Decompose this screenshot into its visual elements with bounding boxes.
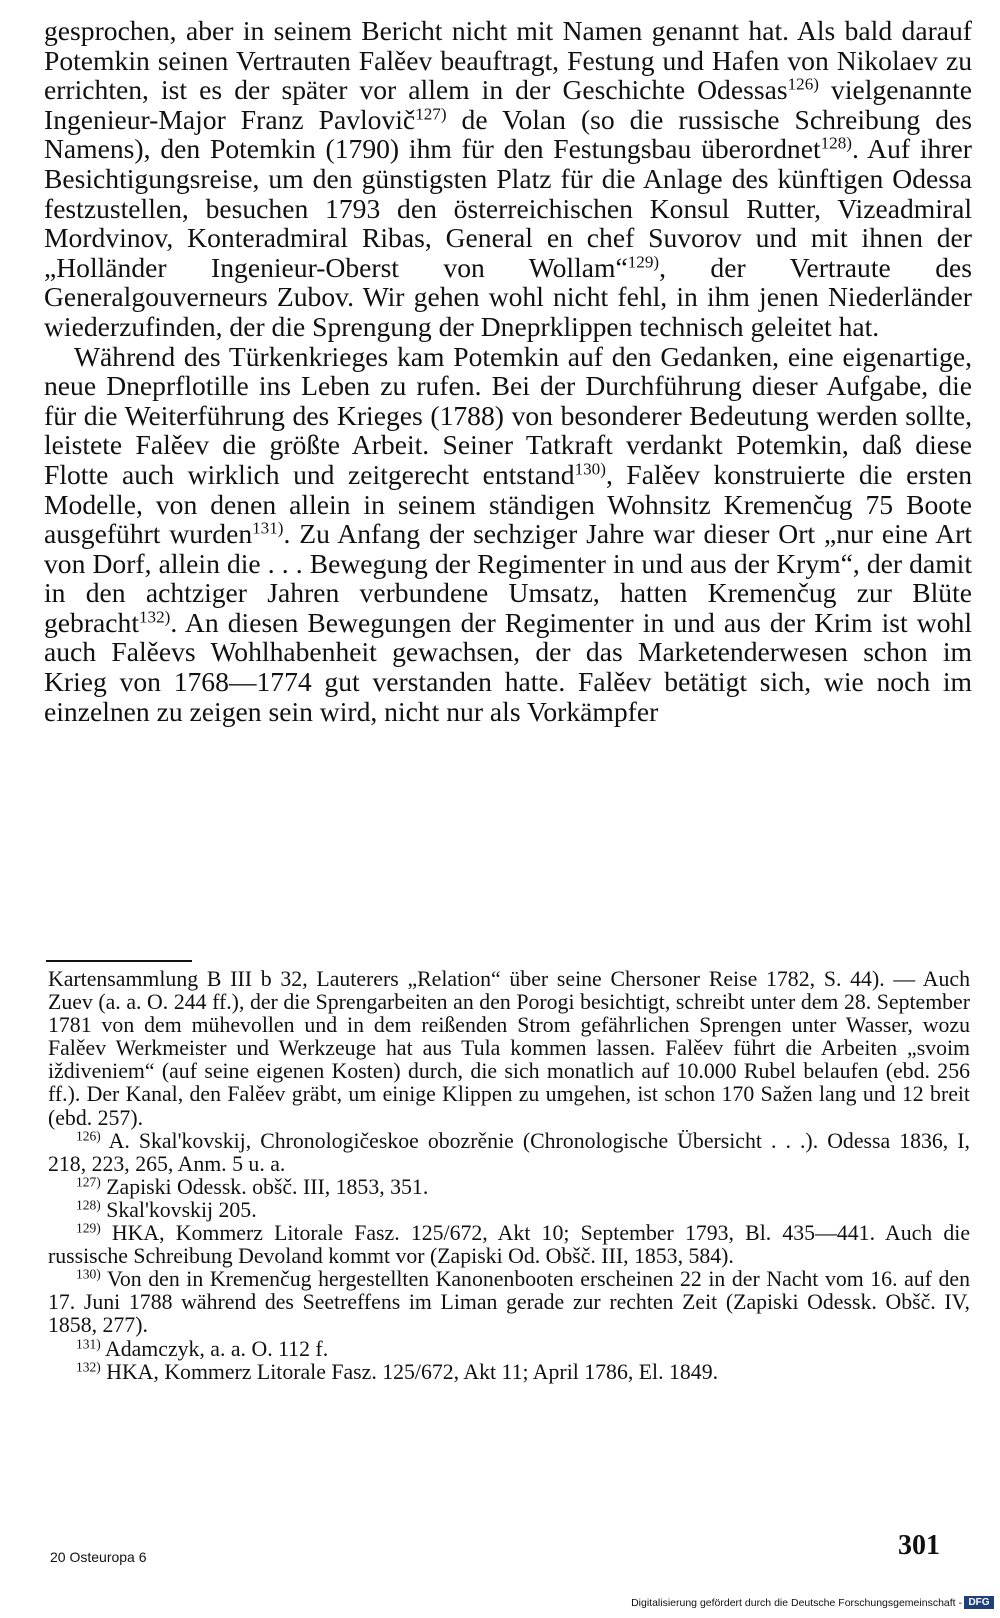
- paragraph: [44, 342, 972, 727]
- footnote-text: HKA, Kommerz Litorale Fasz. 125/672, Akt 10; September 1793, Bl. 435—441. Auch die russische Schreibung Devoland kommt vor (Zapiski Od. Obšč. III, 1853, 584).: [48, 1221, 970, 1269]
- footnotes: [48, 968, 970, 1384]
- dfg-logo: DFG: [964, 1596, 994, 1609]
- printer-signature: 20 Osteuropa 6: [50, 1549, 147, 1565]
- footnote: [48, 1338, 970, 1361]
- digitization-credit: Digitalisierung gefördert durch die Deutsche Forschungsgemeinschaft -: [631, 1597, 962, 1609]
- text-run: Während des Türkenkrieges kam Potemkin auf den Gedanken, eine eigenartige, neue Dneprflotille ins Leben zu rufen. Bei der Durchführung dieser Aufgabe, die für die Weiterführung des Krieges (1788) von besonderer Bedeutung werden sollte, leistete Falěev die größte Arbeit. Seiner Tatkraft verdankt Potemkin, daß diese Flotte auch wirklich und zeitgerecht entstand: [44, 340, 972, 490]
- footnote-ref[interactable]: 126): [787, 74, 819, 94]
- footnote: [48, 1361, 970, 1384]
- text-run: , der Vertraute des Generalgouverneurs Zubov. Wir gehen wohl nicht fehl, in ihm jenen Niederländer wiederzufinden, der die Sprengung der Dneprklippen technisch geleitet hat.: [44, 251, 972, 342]
- page-number: 301: [898, 1530, 940, 1561]
- footnote-ref[interactable]: 132): [139, 607, 171, 627]
- text-run: . Auf ihrer Besichtigungsreise, um den günstigsten Platz für die Anlage des künftigen Odessa festzustellen, besuchen 1793 den österreichischen Konsul Rutter, Vizeadmiral Mordvinov, Konteradmiral Ribas, General en chef Suvorov und mit ihnen der „Holländer Ingenieur-Oberst von Wollam“: [44, 133, 972, 283]
- footnote-mark: 130): [76, 1266, 101, 1282]
- footnote: [48, 1222, 970, 1268]
- footnote-divider: [46, 960, 192, 962]
- text-run: vielgenannte Ingenieur-Major Franz Pavlovič: [44, 74, 972, 135]
- footnote-text: Adamczyk, a. a. O. 112 f.: [100, 1336, 329, 1361]
- footnote-text: Zapiski Odessk. obšč. III, 1853, 351.: [100, 1174, 429, 1199]
- footnote: [48, 1199, 970, 1222]
- footnote-mark: 127): [76, 1174, 101, 1190]
- footnote: [48, 1176, 970, 1199]
- footnote-mark: 129): [76, 1220, 101, 1236]
- footnote-continuation: Kartensammlung B III b 32, Lauterers „Relation“ über seine Chersoner Reise 1782, S. 44). — Auch Zuev (a. a. O. 244 ff.), der die Sprengarbeiten an den Porogi besichtigt, schreibt unter dem 28. September 1781 von dem mühevollen und in dem reißenden Strom gefährlichen Sprengen unter Wasser, wozu Falěev Werkmeister und Werkzeuge hat aus Tula kommen lassen. Falěev führt die Arbeiten „svoim iždiveniem“ (auf seine eigenen Kosten) durch, die sich monatlich auf 10.000 Rubel belaufen (ebd. 256 ff.). Der Kanal, den Falěev gräbt, um einige Klippen zu umgehen, ist schon 170 Sažen lang und 12 breit (ebd. 257).: [48, 967, 970, 1130]
- footnote-ref[interactable]: 131): [252, 518, 284, 538]
- footnote-text: Skal'kovskij 205.: [100, 1197, 257, 1222]
- text-run: gesprochen, aber in seinem Bericht nicht mit Namen genannt hat. Als bald darauf Potemkin seinen Vertrauten Falěev beauftragt, Festung und Hafen von Nikolaev zu errichten, ist es der später vor allem in der Geschichte Odessas: [44, 15, 972, 106]
- text-run: , Falěev konstruierte die ersten Modelle, von denen allein in seinem ständigen Wohnsitz Kremenčug 75 Boote ausgeführt wurden: [44, 458, 972, 550]
- footnote-text: A. Skal'kovskij, Chronologičeskoe obozrěnie (Chronologische Übersicht . . .). Odessa 1836, I, 218, 223, 265, Anm. 5 u. a.: [48, 1128, 970, 1176]
- footnote-mark: 126): [76, 1128, 101, 1144]
- footnote-ref[interactable]: 130): [574, 459, 606, 479]
- footnote-ref[interactable]: 127): [415, 104, 447, 124]
- footnote: [48, 1268, 970, 1337]
- text-run: de Volan (so die russische Schreibung des Namens), den Potemkin (1790) ihm für den Festungsbau überordnet: [44, 103, 972, 165]
- footnote: [48, 1130, 970, 1176]
- footnote-mark: 128): [76, 1197, 101, 1213]
- footnote-text: HKA, Kommerz Litorale Fasz. 125/672, Akt 11; April 1786, El. 1849.: [100, 1359, 719, 1384]
- footnote-mark: 132): [76, 1359, 101, 1375]
- footnote-text: Von den in Kremenčug hergestellten Kanonenbooten erscheinen 22 in der Nacht vom 16. auf den 17. Juni 1788 während des Seetreffens im Liman gerade zur rechten Zeit (Zapiski Odessk. Obšč. IV, 1858, 277).: [48, 1267, 970, 1338]
- footnote-ref[interactable]: 129): [627, 252, 660, 272]
- text-run: . Zu Anfang der sechziger Jahre war dieser Ort „nur eine Art von Dorf, allein die . . . Bewegung der Regimenter in und aus der Krym“, der damit in den achtziger Jahren verbundene Umsatz, hatten Kremenčug zur Blüte gebracht: [44, 518, 973, 638]
- main-text: [44, 16, 972, 726]
- footnote-ref[interactable]: 128): [820, 133, 852, 153]
- text-run: . An diesen Bewegungen der Regimenter in und aus der Krim ist wohl auch Falěevs Wohlhabenheit gewachsen, der das Marketenderwesen schon im Krieg von 1768—1774 gut verstanden hatte. Falěev betätigt sich, wie noch im einzelnen zu zeigen sein wird, nicht nur als Vorkämpfer: [44, 606, 972, 727]
- paragraph: [44, 16, 972, 342]
- footnote-mark: 131): [76, 1336, 101, 1352]
